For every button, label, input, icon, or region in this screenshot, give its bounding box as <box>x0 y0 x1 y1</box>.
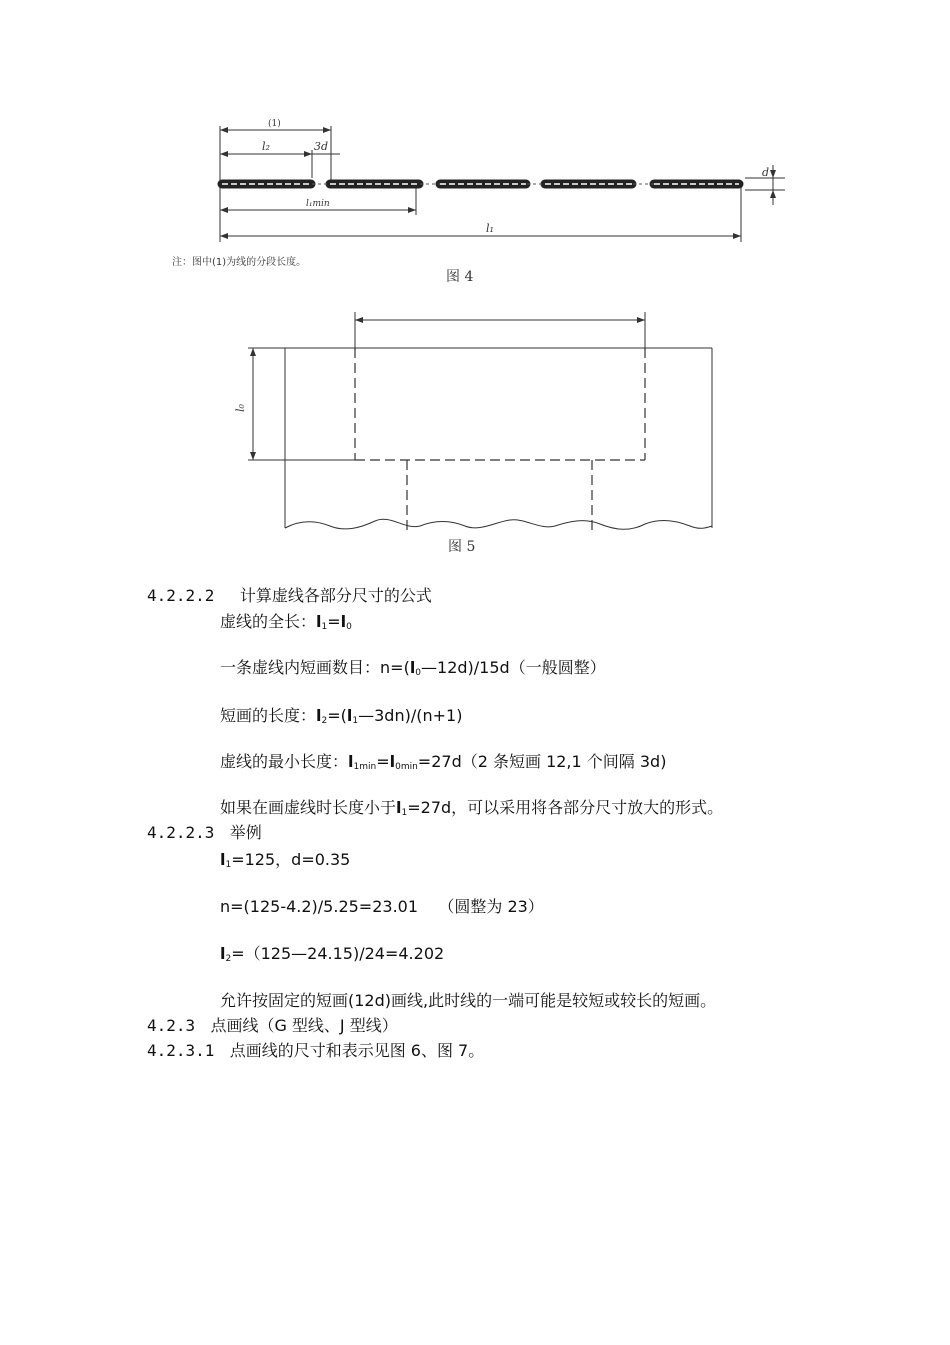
subscript: 0 <box>415 668 422 678</box>
symbol-l: l <box>389 752 396 771</box>
subscript: 1min <box>353 762 377 772</box>
subscript: 1 <box>401 808 408 818</box>
note-text: 如果在画虚线时长度小于 <box>220 798 397 817</box>
dash-count-formula <box>220 658 606 683</box>
example-text: =125，d=0.35 <box>231 850 351 869</box>
fig4-label-l1min: l₁min <box>306 199 330 209</box>
figure-5-caption: 图 5 <box>448 539 476 555</box>
dash-length-formula <box>220 706 462 731</box>
example-n <box>220 897 544 917</box>
section-number: 4.2.2.3 <box>147 823 215 842</box>
subscript: 0 <box>346 622 352 632</box>
example-text: n=(125-4.2)/5.25=23.01 <box>220 897 419 916</box>
equals: = <box>376 752 390 771</box>
symbol-l: l <box>396 798 402 817</box>
section-title: 点画线（G 型线、J 型线） <box>210 1016 398 1035</box>
subscript: 1 <box>321 622 328 632</box>
note-text: =27d，可以采用将各部分尺寸放大的形式。 <box>407 798 724 817</box>
figure-5-diagram <box>0 0 950 560</box>
subscript: 0min <box>395 762 418 772</box>
figure-4-note: 注：图中(1)为线的分段长度。 <box>172 257 307 268</box>
section-title: 计算虚线各部分尺寸的公式 <box>239 586 432 605</box>
heading-4-2-3-1 <box>147 1041 484 1061</box>
section-number: 4.2.2.2 <box>147 586 215 605</box>
fig4-label-top: (1) <box>268 119 281 129</box>
symbol-l: l <box>316 706 322 725</box>
fig4-label-l1: l₁ <box>486 222 494 235</box>
subscript: 1 <box>225 860 232 870</box>
formula-part: —12d)/15d（一般圆整） <box>421 658 606 677</box>
fig4-label-l2: l₂ <box>262 140 270 153</box>
equals: = <box>327 612 341 631</box>
symbol-l: l <box>409 658 416 677</box>
formula-label: 虚线的全长： <box>220 612 317 631</box>
formula-part: n=( <box>380 658 410 677</box>
fig4-label-d: d <box>762 166 770 179</box>
formula-label: 短画的长度： <box>220 706 317 725</box>
example-l1 <box>220 850 350 875</box>
heading-4-2-2-3 <box>147 823 262 843</box>
example-note: （圆整为 23） <box>438 897 544 916</box>
symbol-l: l <box>346 706 353 725</box>
scaling-note <box>220 798 723 823</box>
heading-4-2-2-2 <box>147 586 432 606</box>
subscript: 2 <box>225 954 232 964</box>
symbol-l: l <box>348 752 354 771</box>
symbol-l: l <box>220 944 226 963</box>
fig4-label-3d: 3d <box>314 140 329 153</box>
section-title: 举例 <box>229 823 262 842</box>
section-number: 4.2.3 <box>147 1016 196 1035</box>
example-l2 <box>220 944 444 969</box>
formula-part: =( <box>327 706 347 725</box>
formula-part: —3dn)/(n+1) <box>358 706 463 725</box>
section-number: 4.2.3.1 <box>147 1041 215 1060</box>
symbol-l: l <box>316 612 322 631</box>
example-text: =（125—24.15)/24=4.202 <box>231 944 445 963</box>
subscript: 2 <box>321 716 328 726</box>
fixed-dash-note: 允许按固定的短画(12d)画线,此时线的一端可能是较短或较长的短画。 <box>220 991 717 1010</box>
section-title: 点画线的尺寸和表示见图 6、图 7。 <box>229 1041 485 1060</box>
symbol-l: l <box>220 850 226 869</box>
fig5-label-l0: l₀ <box>234 404 247 412</box>
subscript: 1 <box>352 716 359 726</box>
heading-4-2-3 <box>147 1016 398 1036</box>
formula-part: =27d（2 条短画 12,1 个间隔 3d) <box>417 752 667 771</box>
figure-4-caption: 图 4 <box>446 269 474 285</box>
formula-label: 一条虚线内短画数目： <box>220 658 381 677</box>
symbol-l: l <box>340 612 347 631</box>
min-length-formula <box>220 752 666 777</box>
formula-label: 虚线的最小长度： <box>220 752 349 771</box>
full-length-formula <box>220 612 352 637</box>
